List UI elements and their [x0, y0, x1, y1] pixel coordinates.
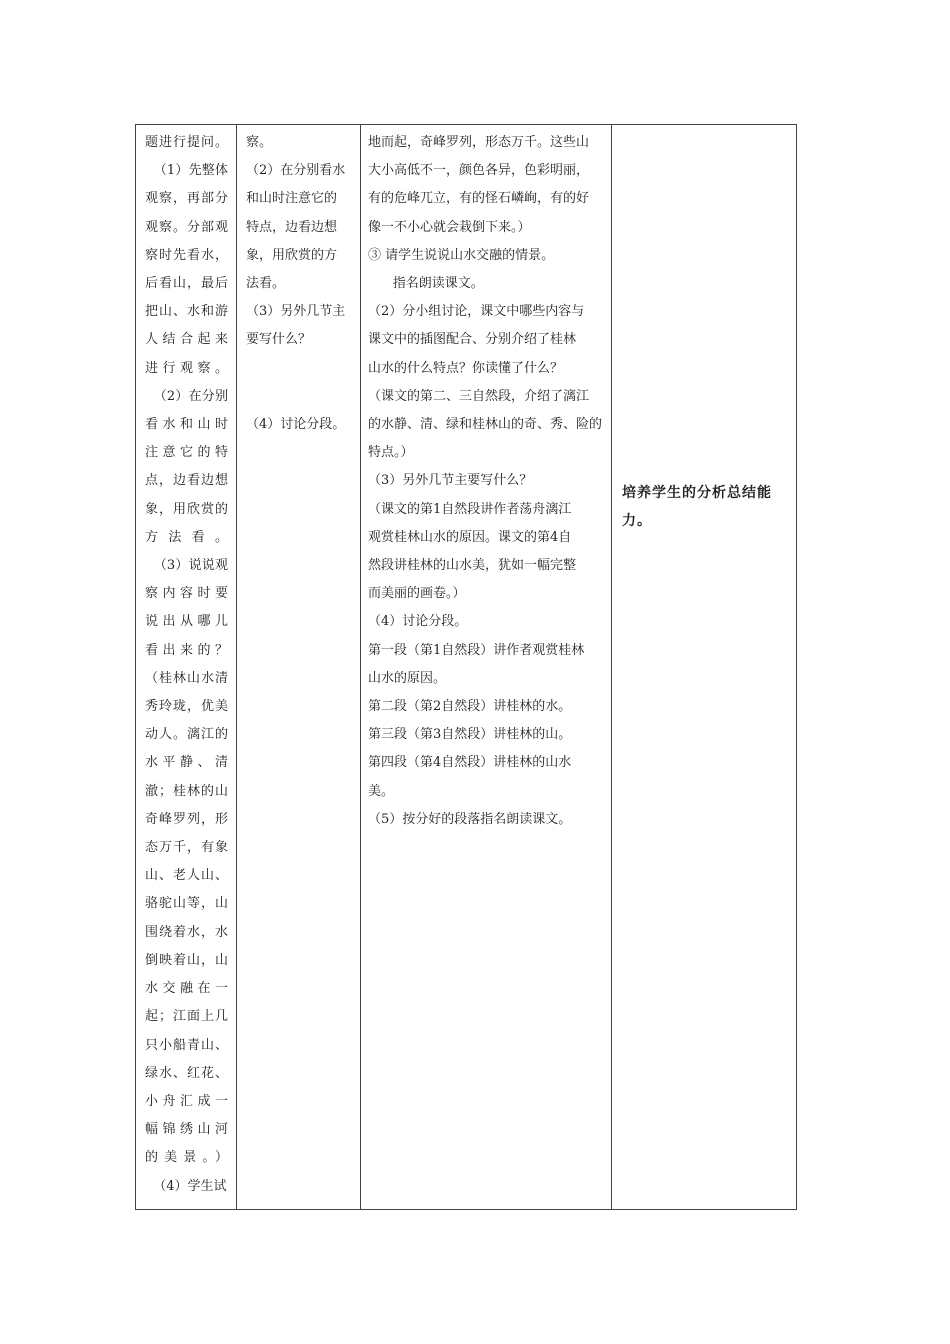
- col3-line: 大小高低不一，颜色各异，色彩明丽，: [368, 163, 590, 179]
- col3-line: 第四段（第4自然段）讲桂林的山水: [368, 755, 572, 771]
- col2-line: [246, 355, 352, 383]
- col2-line: 法看。: [246, 276, 286, 292]
- col2-line: （4）讨论分段。: [246, 417, 346, 433]
- col1-line: （4）学生试: [145, 1178, 227, 1194]
- col1-line: 看出来的？: [145, 642, 228, 658]
- col1-line: 只小船青山、: [145, 1037, 228, 1053]
- col1-line: 察内容时要: [145, 586, 228, 602]
- col2-line: 和山时注意它的: [246, 191, 338, 207]
- col1-line: 绿水、红花、: [145, 1065, 228, 1081]
- lesson-plan-table: [135, 124, 797, 1210]
- col1-line: 起；江面上几: [145, 1009, 228, 1025]
- col1-line: 说出从哪儿: [145, 614, 228, 630]
- col1-line: 水交融在一: [145, 981, 228, 997]
- col2-line: （2）在分别看水: [246, 163, 346, 179]
- col1-line: 围绕着水，水: [145, 924, 228, 940]
- col1-line: 倒映着山，山: [145, 952, 228, 968]
- col2-line: （3）另外几节主: [246, 304, 346, 320]
- col3-line: 有的危峰兀立，有的怪石嶙峋，有的好: [368, 191, 590, 207]
- col1-line: 注意它的特: [145, 445, 228, 461]
- col3-line: 指名朗读课文。: [368, 276, 484, 292]
- col1-line: 把山、水和游: [145, 304, 228, 320]
- col3-line: 第一段（第1自然段）讲作者观赏桂林: [368, 642, 585, 658]
- col3-line: 而美丽的画卷。）: [368, 586, 466, 602]
- col2-line: 特点，边看边想: [246, 219, 338, 235]
- col3-line: （课文的第二、三自然段，介绍了漓江: [368, 388, 590, 404]
- col1-line: 动人。漓江的: [145, 727, 228, 743]
- col3-line: 山水的原因。: [368, 670, 447, 686]
- col1-line: 观察，再部分: [145, 191, 228, 207]
- col3-line: ③ 请学生说说山水交融的情景。: [368, 247, 555, 263]
- col1-line: 态万千，有象: [145, 840, 228, 856]
- col3-line: 特点。）: [368, 445, 414, 461]
- student-activity-column: [136, 125, 237, 1209]
- col3-line: 美。: [368, 783, 395, 799]
- col3-line: 的水静、清、绿和桂林山的奇、秀、险的: [368, 417, 603, 433]
- col3-line: 第三段（第3自然段）讲桂林的山。: [368, 727, 572, 743]
- col3-line: 像一不小心就会栽倒下来。）: [368, 219, 531, 235]
- col1-line: （3）说说观: [145, 558, 228, 574]
- col1-line: 山、老人山、: [145, 868, 228, 884]
- col1-line: 奇峰罗列，形: [145, 811, 228, 827]
- col1-line: 观察。分部观: [145, 219, 228, 235]
- col3-line: 第二段（第2自然段）讲桂林的水。: [368, 699, 572, 715]
- col1-line: 澈；桂林的山: [145, 783, 228, 799]
- col3-line: （3）另外几节主要写什么？: [368, 473, 533, 489]
- col1-line: （2）在分别: [145, 388, 228, 404]
- col1-line: 象，用欣赏的: [145, 501, 228, 517]
- col2-line: 要写什么？: [246, 332, 312, 348]
- col1-line: 人结合起来: [145, 332, 228, 348]
- col1-line: 骆驼山等，山: [145, 896, 228, 912]
- col3-line: （4）讨论分段。: [368, 614, 468, 630]
- col3-line: 课文中的插图配合、分别介绍了桂林: [368, 332, 577, 348]
- col1-line: 察时先看水，: [145, 247, 228, 263]
- col3-line: （课文的第1自然段讲作者荡舟漓江: [368, 501, 572, 517]
- col1-line: 幅锦绣山河: [145, 1122, 228, 1138]
- col1-line: 点，边看边想: [145, 473, 228, 489]
- teaching-process-column: [361, 125, 612, 1209]
- design-intent-text: 培养学生的分析总结能力。: [622, 485, 772, 529]
- col1-line: 小舟汇成一: [145, 1093, 228, 1109]
- col2-line: 察。: [246, 135, 273, 150]
- col1-line: 的美景。）: [145, 1150, 228, 1166]
- col1-line: 后看山，最后: [145, 276, 228, 292]
- col1-line: 方法看。: [145, 529, 228, 545]
- col1-line: 看水和山时: [145, 417, 228, 433]
- teacher-question-column: [237, 125, 361, 1209]
- col2-line: 象，用欣赏的方: [246, 247, 338, 263]
- col2-line: [246, 383, 352, 411]
- col1-line: 秀玲珑，优美: [145, 699, 228, 715]
- col3-line: 山水的什么特点？你读懂了什么？: [368, 360, 564, 376]
- col3-line: 地而起，奇峰罗列，形态万千。这些山: [368, 135, 590, 150]
- col3-line: （5）按分好的段落指名朗读课文。: [368, 811, 572, 827]
- col1-line: 进行观察。: [145, 360, 228, 376]
- col1-line: （桂林山水清: [145, 670, 228, 686]
- col1-line: 水平静、清: [145, 755, 228, 771]
- col3-line: 观赏桂林山水的原因。课文的第4自: [368, 529, 572, 545]
- col1-line: 题进行提问。: [145, 135, 228, 150]
- col3-line: （2）分小组讨论，课文中哪些内容与: [368, 304, 585, 320]
- design-intent-column: [612, 125, 796, 1209]
- col3-line: 然段讲桂林的山水美，犹如一幅完整: [368, 558, 577, 574]
- col1-line: （1）先整体: [145, 163, 228, 179]
